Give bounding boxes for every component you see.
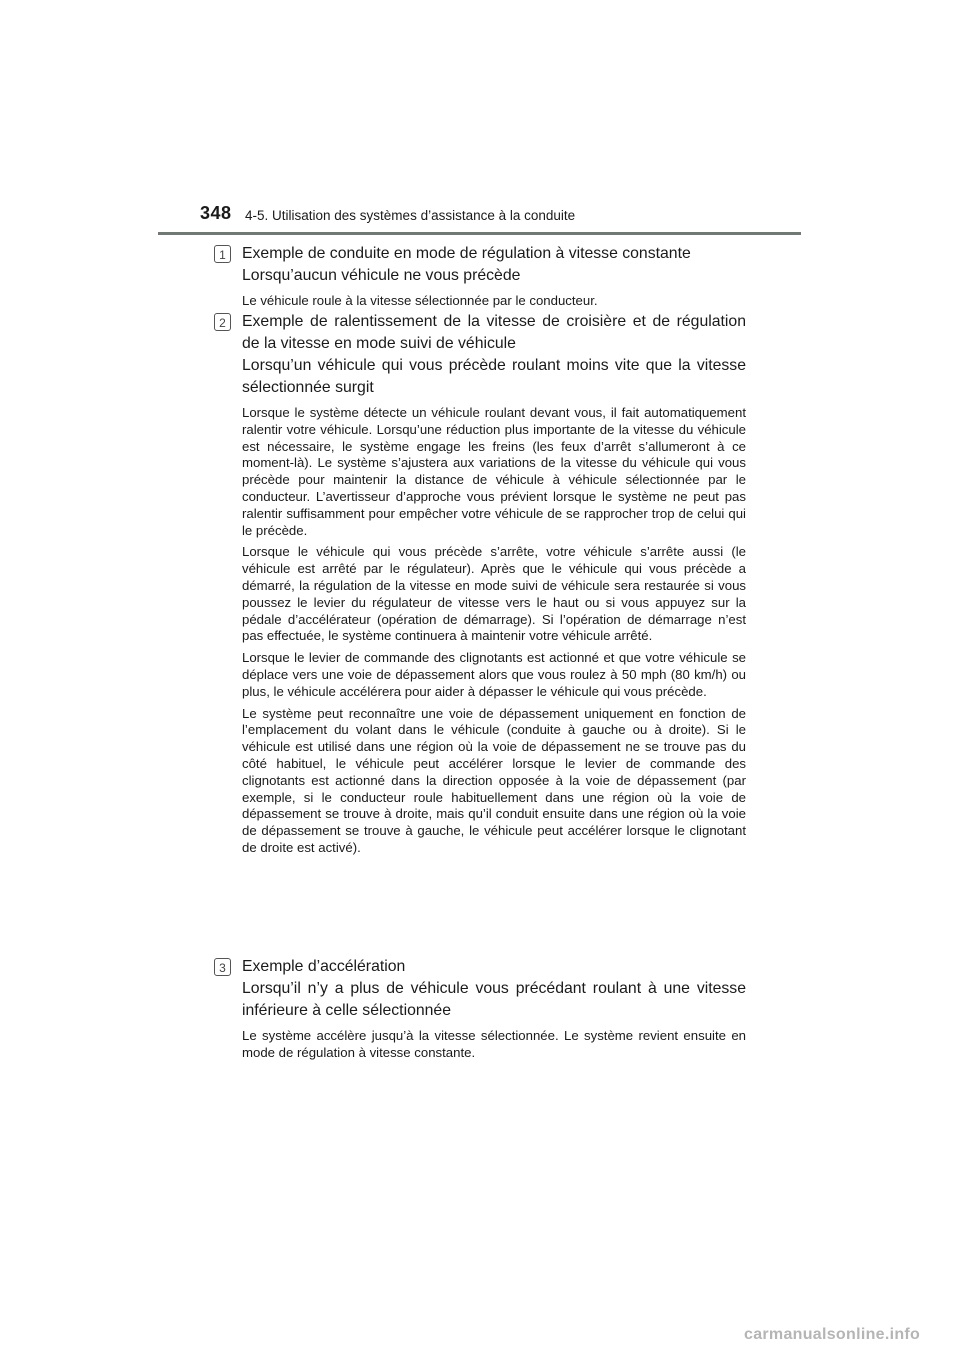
section-title: 4-5. Utilisation des systèmes d’assistance à la conduite	[245, 208, 576, 223]
step-number-badge: 1	[214, 245, 231, 263]
step-paragraph: Le système accélère jusqu’à la vitesse sélectionnée. Le système revient ensuite en mode de régulation à vitesse constante.	[242, 1028, 746, 1060]
step-paragraph: Lorsque le levier de commande des clignotants est actionné et que votre véhicule se déplace vers une voie de dépassement alors que vous roulez à 50 mph (80 km/h) ou plus, le véhicule accélérera pour aider à dépasser le véhicule qui vous précède.	[242, 650, 746, 699]
step-paragraph: Le véhicule roule à la vitesse sélectionnée par le conducteur.	[242, 293, 598, 308]
step-number-badge: 3	[214, 958, 231, 976]
page-number: 348	[200, 203, 232, 223]
step-heading	[242, 311, 746, 399]
step-paragraph: Le système peut reconnaître une voie de dépassement uniquement en fonction de l’emplacement du volant dans le véhicule (conduite à gauche ou à droite). Si le véhicule est utilisé dans une région où la voie de dépassement ne se trouve pas du côté habituel, le véhicule peut accélérer lorsque le levier de commande des clignotants est actionné dans la direction opposée à la voie de dépassement (par exemple, si le conducteur roule habituellement dans une région où la voie de dépassement se trouve à droite, mais qu’il conduit ensuite dans une région où la voie de dépassement se trouve à gauche, le véhicule peut accélérer lorsque le clignotant de droite est activé).	[242, 705, 746, 855]
step-2	[214, 311, 746, 862]
step-paragraph: Lorsque le véhicule qui vous précède s’arrête, votre véhicule s’arrête aussi (le véhicule est arrêté par le régulateur). Après que le véhicule qui vous précède a démarré, la régulation de la vitesse en mode suivi de véhicule sera restaurée si vous poussez le levier du régulateur de vitesse vers le haut ou si vous appuyez sur la pédale d’accélérateur (opération de démarrage). Si l’opération de démarrage n’est pas effectuée, le système continuera à maintenir votre véhicule arrêté.	[242, 544, 746, 644]
step-number-badge: 2	[214, 313, 231, 331]
step-heading-line: Lorsqu’aucun véhicule ne vous précède	[242, 267, 521, 284]
step-heading-line: Exemple d’accélération	[242, 958, 406, 975]
site-watermark: carmanualsonline.info	[744, 1326, 921, 1343]
step-body	[242, 293, 746, 310]
step-3	[214, 956, 746, 1067]
step-1	[214, 243, 746, 315]
page-header	[0, 0, 960, 240]
header-divider	[158, 232, 801, 235]
step-heading	[242, 956, 746, 1022]
step-paragraph: Lorsque le système détecte un véhicule roulant devant vous, il fait automatiquement ralentir votre véhicule. Lorsqu’une réduction plus importante de la vitesse du véhicule est nécessaire, le système engage les freins (les feux d’arrêt s’allumeront à ce moment-là). Le système s’ajustera aux variations de la vitesse du véhicule qui vous précède pour maintenir la distance de véhicule à véhicule sélectionnée par le conducteur. L’avertisseur d’approche vous prévient lorsque le système ne peut pas ralentir suffisamment pour empêcher votre véhicule de se rapprocher trop de celui qui le précède.	[242, 405, 746, 538]
step-heading	[242, 243, 746, 287]
step-heading-line: Lorsqu’il n’y a plus de véhicule vous précédant roulant à une vitesse inférieure à celle sélectionnée	[242, 980, 746, 1019]
step-heading-line: Exemple de ralentissement de la vitesse de croisière et de régulation de la vitesse en mode suivi de véhicule	[242, 313, 746, 352]
step-heading-line: Exemple de conduite en mode de régulation à vitesse constante	[242, 245, 691, 262]
step-heading-line: Lorsqu’un véhicule qui vous précède roulant moins vite que la vitesse sélectionnée surgit	[242, 357, 746, 396]
step-body	[242, 405, 746, 857]
step-body	[242, 1028, 746, 1062]
